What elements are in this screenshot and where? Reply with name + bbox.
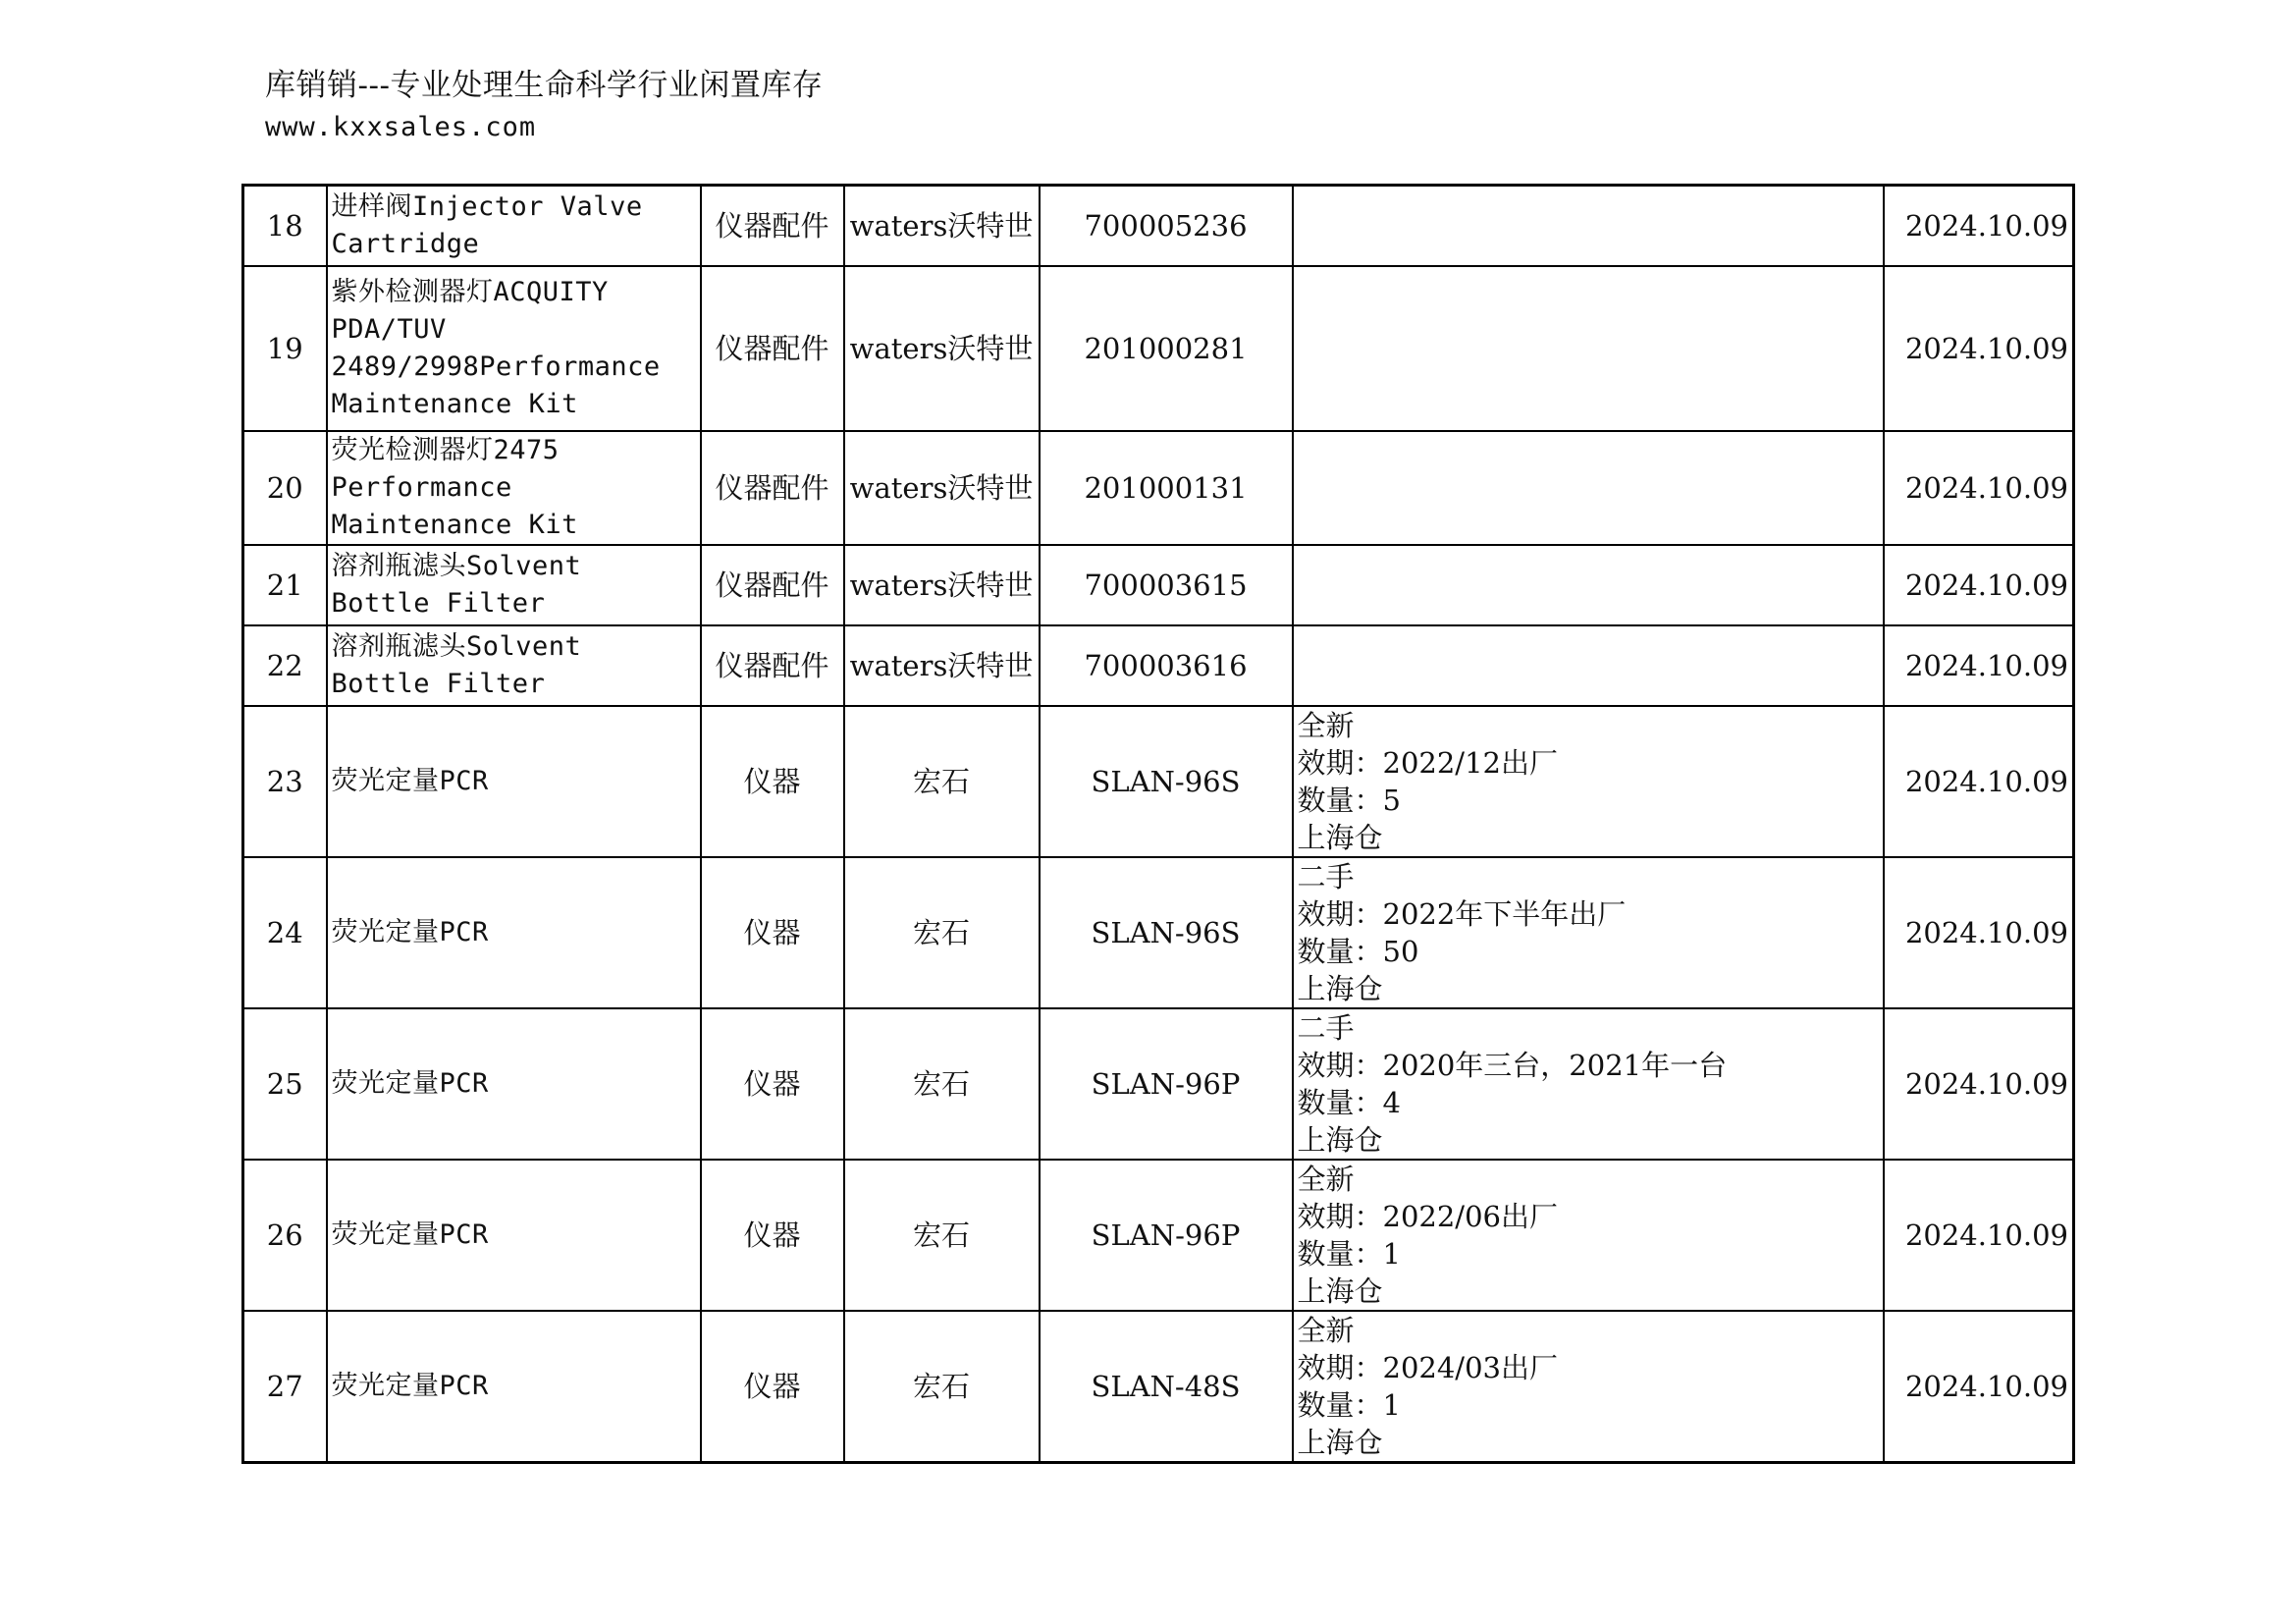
notes-cell (1293, 266, 1884, 431)
product-name-cell: 荧光定量PCR (327, 706, 701, 857)
date-cell: 2024.10.09 (1884, 706, 2074, 857)
category-cell: 仪器配件 (701, 545, 844, 625)
row-number-cell: 23 (243, 706, 327, 857)
table-row (243, 625, 2074, 706)
product-name-cell: 荧光定量PCR (327, 1008, 701, 1160)
note-line: 数量：1 (1297, 1236, 1401, 1271)
notes-cell (1293, 545, 1884, 625)
table-row (243, 1008, 2074, 1160)
brand-cell: 宏石 (844, 857, 1040, 1008)
brand-cell: 宏石 (844, 1008, 1040, 1160)
page-header (265, 63, 823, 147)
inventory-table (241, 184, 2075, 1464)
row-number-cell: 20 (243, 431, 327, 545)
category-cell: 仪器配件 (701, 186, 844, 266)
row-number-cell: 27 (243, 1311, 327, 1463)
table-row (243, 186, 2074, 266)
note-line: 全新 (1297, 1162, 1355, 1196)
category-cell: 仪器 (701, 706, 844, 857)
note-line: 效期：2022/12出厂 (1297, 745, 1558, 780)
product-name-cell: 荧光定量PCR (327, 1160, 701, 1311)
note-line: 全新 (1297, 1313, 1355, 1347)
note-line: 上海仓 (1297, 1122, 1383, 1157)
note-line: 效期：2022年下半年出厂 (1297, 896, 1627, 931)
category-cell: 仪器 (701, 1311, 844, 1463)
product-name-cell: 荧光检测器灯2475 Performance Maintenance Kit (327, 431, 701, 545)
row-number-cell: 24 (243, 857, 327, 1008)
date-cell: 2024.10.09 (1884, 625, 2074, 706)
notes-cell (1293, 1160, 1884, 1311)
note-line: 上海仓 (1297, 1273, 1383, 1308)
notes-cell (1293, 186, 1884, 266)
brand-cell: waters沃特世 (844, 545, 1040, 625)
note-line: 上海仓 (1297, 971, 1383, 1005)
table-row (243, 706, 2074, 857)
date-cell: 2024.10.09 (1884, 431, 2074, 545)
brand-cell: 宏石 (844, 1160, 1040, 1311)
date-cell: 2024.10.09 (1884, 545, 2074, 625)
brand-cell: waters沃特世 (844, 431, 1040, 545)
date-cell: 2024.10.09 (1884, 266, 2074, 431)
category-cell: 仪器 (701, 857, 844, 1008)
category-cell: 仪器配件 (701, 625, 844, 706)
model-cell: SLAN-96P (1040, 1008, 1293, 1160)
date-cell: 2024.10.09 (1884, 1160, 2074, 1311)
table-row (243, 431, 2074, 545)
table-row (243, 1311, 2074, 1463)
model-cell: 700003616 (1040, 625, 1293, 706)
model-cell: SLAN-96P (1040, 1160, 1293, 1311)
website-url: www.kxxsales.com (265, 112, 537, 142)
note-line: 二手 (1297, 859, 1355, 893)
category-cell: 仪器配件 (701, 431, 844, 545)
model-cell: SLAN-96S (1040, 857, 1293, 1008)
model-cell: 201000131 (1040, 431, 1293, 545)
notes-cell (1293, 857, 1884, 1008)
brand-cell: waters沃特世 (844, 625, 1040, 706)
category-cell: 仪器 (701, 1160, 844, 1311)
brand-cell: waters沃特世 (844, 186, 1040, 266)
model-cell: 700005236 (1040, 186, 1293, 266)
note-line: 二手 (1297, 1010, 1355, 1045)
model-cell: SLAN-96S (1040, 706, 1293, 857)
note-line: 上海仓 (1297, 820, 1383, 854)
row-number-cell: 25 (243, 1008, 327, 1160)
row-number-cell: 26 (243, 1160, 327, 1311)
note-line: 数量：4 (1297, 1085, 1401, 1119)
brand-cell: 宏石 (844, 706, 1040, 857)
product-name-cell: 溶剂瓶滤头Solvent Bottle Filter (327, 625, 701, 706)
date-cell: 2024.10.09 (1884, 857, 2074, 1008)
note-line: 全新 (1297, 708, 1355, 742)
table-row (243, 266, 2074, 431)
note-line: 上海仓 (1297, 1425, 1383, 1459)
table-row (243, 857, 2074, 1008)
product-name-cell: 进样阀Injector Valve Cartridge (327, 186, 701, 266)
date-cell: 2024.10.09 (1884, 186, 2074, 266)
notes-cell (1293, 431, 1884, 545)
category-cell: 仪器 (701, 1008, 844, 1160)
table-row (243, 1160, 2074, 1311)
notes-cell (1293, 1311, 1884, 1463)
row-number-cell: 19 (243, 266, 327, 431)
product-name-cell: 荧光定量PCR (327, 1311, 701, 1463)
model-cell: SLAN-48S (1040, 1311, 1293, 1463)
row-number-cell: 18 (243, 186, 327, 266)
notes-cell (1293, 625, 1884, 706)
note-line: 效期：2020年三台，2021年一台 (1297, 1048, 1728, 1082)
brand-cell: waters沃特世 (844, 266, 1040, 431)
note-line: 数量：5 (1297, 783, 1401, 817)
notes-cell (1293, 706, 1884, 857)
note-line: 效期：2024/03出厂 (1297, 1350, 1558, 1384)
note-line: 数量：50 (1297, 934, 1419, 968)
row-number-cell: 22 (243, 625, 327, 706)
date-cell: 2024.10.09 (1884, 1008, 2074, 1160)
product-name-cell: 紫外检测器灯ACQUITY PDA/TUV 2489/2998Performance Maintenance Kit (327, 266, 701, 431)
brand-cell: 宏石 (844, 1311, 1040, 1463)
table-row (243, 545, 2074, 625)
inventory-table-body (243, 186, 2074, 1463)
model-cell: 201000281 (1040, 266, 1293, 431)
model-cell: 700003615 (1040, 545, 1293, 625)
product-name-cell: 溶剂瓶滤头Solvent Bottle Filter (327, 545, 701, 625)
category-cell: 仪器配件 (701, 266, 844, 431)
company-title: 库销销---专业处理生命科学行业闲置库存 (265, 68, 824, 103)
row-number-cell: 21 (243, 545, 327, 625)
notes-cell (1293, 1008, 1884, 1160)
date-cell: 2024.10.09 (1884, 1311, 2074, 1463)
product-name-cell: 荧光定量PCR (327, 857, 701, 1008)
note-line: 数量：1 (1297, 1387, 1401, 1422)
note-line: 效期：2022/06出厂 (1297, 1199, 1558, 1233)
